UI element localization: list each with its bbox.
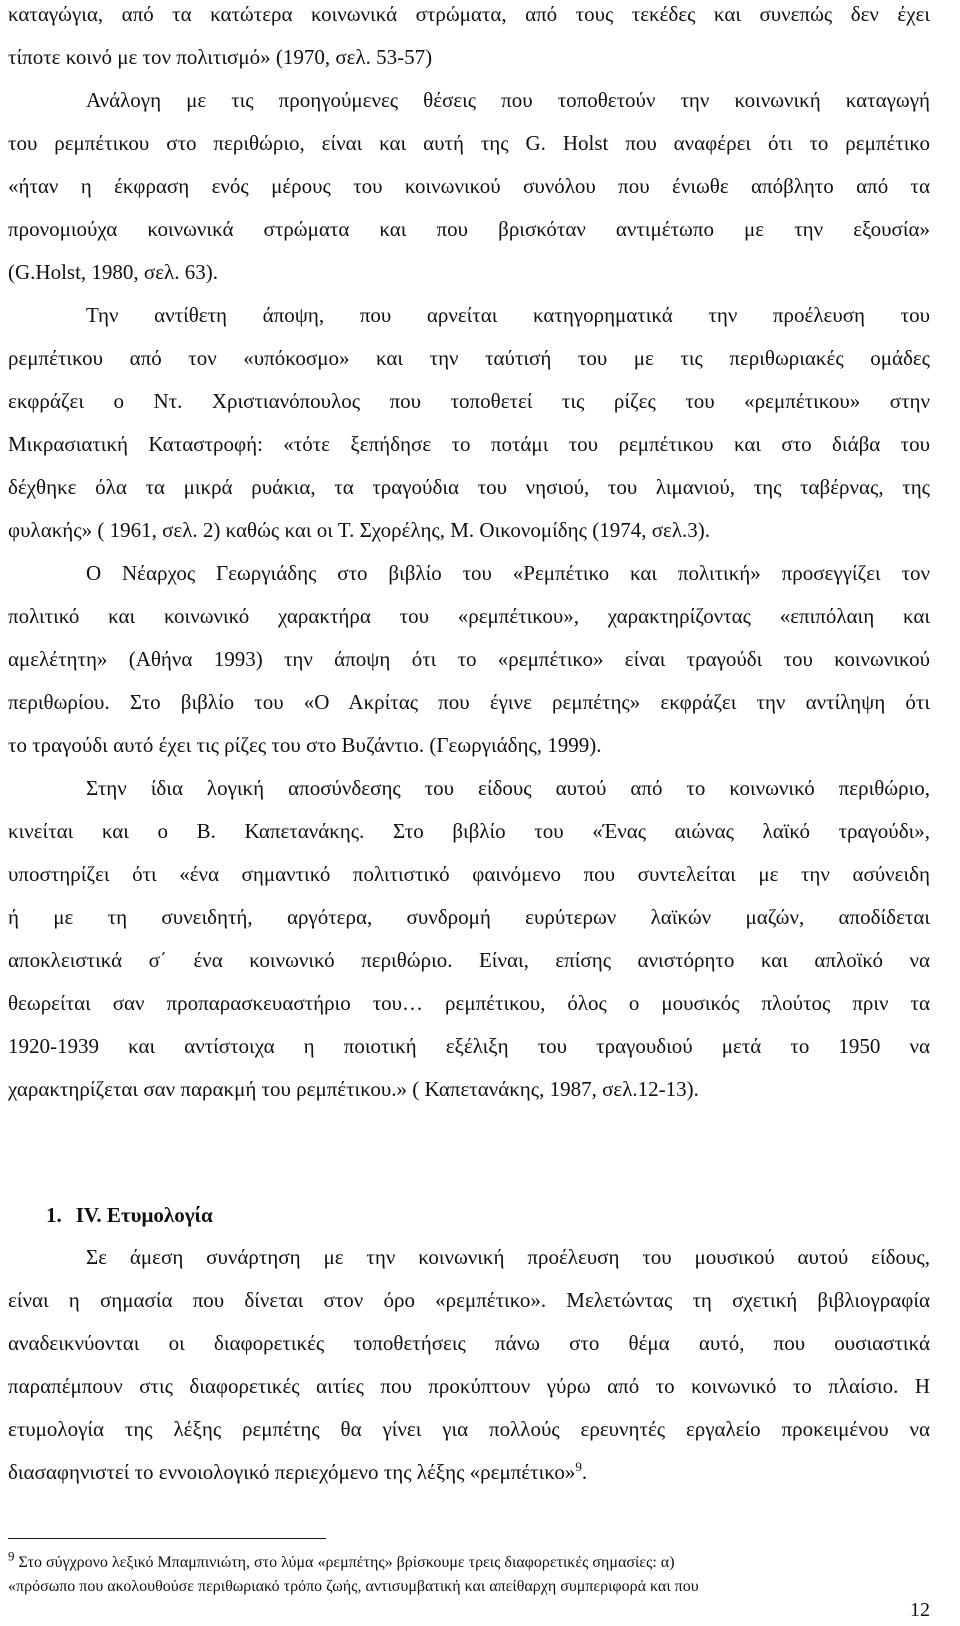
text-line: ή με τη συνειδητή, αργότερα, συνδρομή ευρύτερων λαϊκών μαζών, αποδίδεται xyxy=(8,905,930,929)
text-line: «ήταν η έκφραση ενός μέρους του κοινωνικού συνόλου που ένιωθε απόβλητο από τα xyxy=(8,174,930,198)
text-line: παραπέμπουν στις διαφορετικές αιτίες που προκύπτουν γύρω από το κοινωνικό το πλαίσιο. Η xyxy=(8,1374,930,1398)
text-line: (G.Holst, 1980, σελ. 63). xyxy=(8,260,218,284)
section-roman: IV. xyxy=(75,1203,102,1227)
text-line: πολιτικό και κοινωνικό χαρακτήρα του «ρεμπέτικου», χαρακτηρίζοντας «επιπόλαιη και xyxy=(8,604,930,628)
text-line: το τραγούδι αυτό έχει τις ρίζες του στο Βυζάντιο. (Γεωργιάδης, 1999). xyxy=(8,733,602,757)
text-line: Στην ίδια λογική αποσύνδεσης του είδους αυτού από το κοινωνικό περιθώριο, xyxy=(86,776,930,800)
text-line: ετυμολογία της λέξης ρεμπέτης θα γίνει για πολλούς ερευνητές εργαλείο προκειμένου να xyxy=(8,1417,930,1441)
section-number: 1. xyxy=(46,1203,62,1227)
text-line: προνομιούχα κοινωνικά στρώματα και που βρισκόταν αντιμέτωπο με την εξουσία» xyxy=(8,217,930,241)
text-line: περιθωρίου. Στο βιβλίο του «Ο Ακρίτας που έγινε ρεμπέτης» εκφράζει την αντίληψη ότι xyxy=(8,690,930,714)
text-line: δέχθηκε όλα τα μικρά ρυάκια, τα τραγούδια του νησιού, του λιμανιού, της ταβέρνας, της xyxy=(8,475,930,499)
footnote-line: «πρόσωπο που ακολουθούσε περιθωριακό τρόπο ζωής, αντισυμβατική και απείθαρχη συμπεριφορά και που xyxy=(8,1578,699,1595)
document-page xyxy=(8,0,930,1626)
text-line: αναδεικνύονται οι διαφορετικές τοποθετήσεις πάνω στο θέμα αυτό, που ουσιαστικά xyxy=(8,1331,930,1355)
text-fragment: . xyxy=(581,1460,588,1484)
text-line: του ρεμπέτικου στο περιθώριο, είναι και αυτή της G. Holst που αναφέρει ότι το ρεμπέτικο xyxy=(8,131,930,155)
text-line: τίποτε κοινό με τον πολιτισμό» (1970, σελ. 53-57) xyxy=(8,45,433,69)
text-line: Την αντίθετη άποψη, που αρνείται κατηγορηματικά την προέλευση του xyxy=(86,303,930,327)
text-line: 1920-1939 και αντίστοιχα η ποιοτική εξέλιξη του τραγουδιού μετά το 1950 να xyxy=(8,1034,930,1058)
footnote-marker: 9 xyxy=(8,1548,15,1564)
text-line: Ο Νέαρχος Γεωργιάδης στο βιβλίο του «Ρεμπέτικο και πολιτική» προσεγγίζει τον xyxy=(86,561,930,585)
text-line: εκφράζει ο Ντ. Χριστιανόπουλος που τοποθετεί τις ρίζες του «ρεμπέτικου» στην xyxy=(8,389,930,413)
text-line: είναι η σημασία που δίνεται στον όρο «ρεμπέτικο». Μελετώντας τη σχετική βιβλιογραφία xyxy=(8,1288,930,1312)
text-line: καταγώγια, από τα κατώτερα κοινωνικά στρώματα, από τους τεκέδες και συνεπώς δεν έχει xyxy=(8,2,930,26)
text-line: αμελέτητη» (Αθήνα 1993) την άποψη ότι το «ρεμπέτικο» είναι τραγούδι του κοινωνικού xyxy=(8,647,930,671)
text-line: χαρακτηρίζεται σαν παρακμή του ρεμπέτικου.» ( Καπετανάκης, 1987, σελ.12-13). xyxy=(8,1077,699,1101)
text-line: ρεμπέτικου από τον «υπόκοσμο» και την ταύτισή του με τις περιθωριακές ομάδες xyxy=(8,346,930,370)
section-heading xyxy=(46,1201,213,1229)
footnote-line xyxy=(8,1548,930,1574)
text-line: Μικρασιατική Καταστροφή: «τότε ξεπήδησε το ποτάμι του ρεμπέτικου και στο διάβα του xyxy=(8,432,930,456)
section-title: Ετυμολογία xyxy=(106,1203,213,1227)
footnote-text: Στο σύγχρονο λεξικό Μπαμπινιώτη, στο λύμα «ρεμπέτης» βρίσκουμε τρεις διαφορετικές σημασίες: α) xyxy=(14,1554,675,1571)
text-line: κινείται και ο Β. Καπετανάκης. Στο βιβλίο του «Ένας αιώνας λαϊκό τραγούδι», xyxy=(8,819,930,843)
text-line: υποστηρίζει ότι «ένα σημαντικό πολιτιστικό φαινόμενο που συντελείται με την ασύνειδη xyxy=(8,862,930,886)
text-line: Ανάλογη με τις προηγούμενες θέσεις που τοποθετούν την κοινωνική καταγωγή xyxy=(86,88,930,112)
page-number: 12 xyxy=(910,1599,930,1621)
text-line-with-footnote-ref xyxy=(8,1458,930,1498)
text-line: θεωρείται σαν προπαρασκευαστήριο του… ρεμπέτικου, όλος ο μουσικός πλούτος πριν τα xyxy=(8,991,930,1015)
text-line: Σε άμεση συνάρτηση με την κοινωνική προέλευση του μουσικού αυτού είδους, xyxy=(86,1245,930,1269)
text-line: αποκλειστικά σ΄ ένα κοινωνικό περιθώριο. Είναι, επίσης ανιστόρητο και απλοϊκό να xyxy=(8,948,930,972)
text-fragment: διασαφηνιστεί το εννοιολογικό περιεχόμενο της λέξης «ρεμπέτικο» xyxy=(8,1460,576,1484)
text-line: φυλακής» ( 1961, σελ. 2) καθώς και οι Τ. Σχορέλης, Μ. Οικονομίδης (1974, σελ.3). xyxy=(8,518,711,542)
footnote-ref: 9 xyxy=(575,1459,582,1474)
footnote-rule xyxy=(8,1538,326,1539)
